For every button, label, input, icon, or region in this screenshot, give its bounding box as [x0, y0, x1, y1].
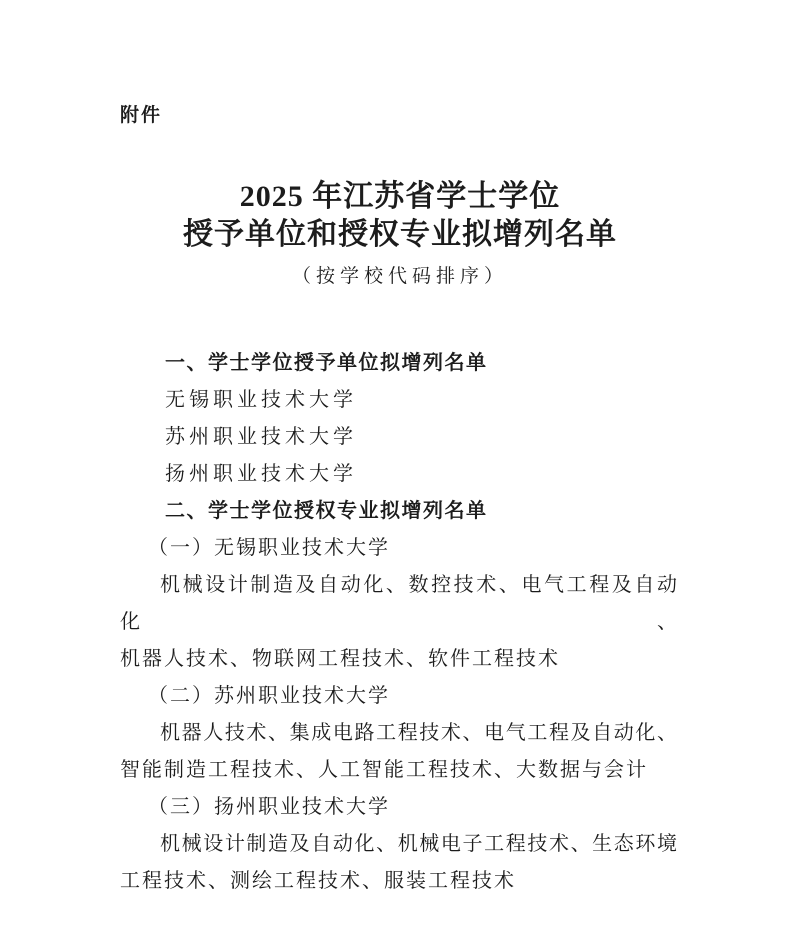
entry-2-majors-line: 智能制造工程技术、人工智能工程技术、大数据与会计 [120, 759, 648, 781]
university-item: 无锡职业技术大学 [165, 389, 357, 411]
entry-2-majors-line: 机器人技术、集成电路工程技术、电气工程及自动化、 [160, 722, 678, 744]
entry-1-university-label: （一）无锡职业技术大学 [148, 537, 390, 559]
entry-3-university-label: （三）扬州职业技术大学 [148, 796, 390, 818]
title-line-1: 2025 年江苏省学士学位 [239, 180, 561, 213]
entry-1-majors-line: 机械设计制造及自动化、数控技术、电气工程及自动化、 [120, 574, 678, 633]
section-1-heading: 一、学士学位授予单位拟增列名单 [165, 352, 488, 374]
university-item: 扬州职业技术大学 [165, 463, 357, 485]
entry-2-university-label: （二）苏州职业技术大学 [148, 685, 390, 707]
section-2-heading: 二、学士学位授权专业拟增列名单 [165, 500, 488, 522]
document-title [0, 178, 800, 254]
attachment-label: 附件 [120, 105, 163, 126]
sort-note-subtitle: （按学校代码排序） [291, 266, 508, 287]
document-body [120, 345, 678, 900]
university-item: 苏州职业技术大学 [165, 426, 357, 448]
title-line-2: 授予单位和授权专业拟增列名单 [183, 218, 617, 251]
entry-1-majors-line: 机器人技术、物联网工程技术、软件工程技术 [120, 648, 560, 670]
entry-3-majors-line: 机械设计制造及自动化、机械电子工程技术、生态环境 [160, 833, 678, 855]
entry-3-majors-line: 工程技术、测绘工程技术、服装工程技术 [120, 870, 516, 892]
